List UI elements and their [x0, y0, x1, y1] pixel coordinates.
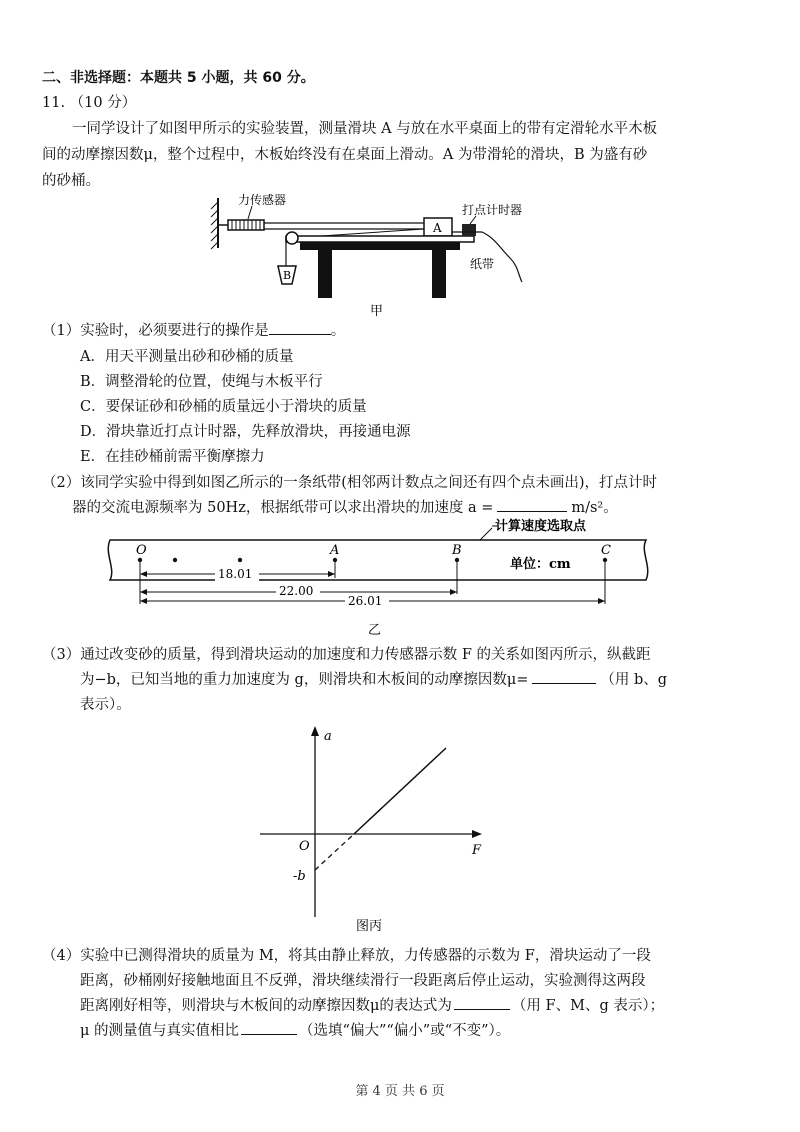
sensor-label: 力传感器: [238, 193, 287, 207]
label-b: B: [452, 543, 462, 558]
dim-oa: 18.01: [218, 567, 253, 581]
question-number: 11. （10 分）: [42, 95, 137, 111]
origin-label: O: [299, 839, 310, 854]
figure-jia-caption: 甲: [370, 304, 384, 318]
unit-label: 单位：cm: [510, 557, 571, 572]
answer-blank-2[interactable]: [497, 497, 567, 512]
option-a: A．用天平测量出砂和砂桶的质量: [80, 349, 294, 365]
apparatus-figure: [200, 188, 540, 318]
force-sensor: [228, 220, 264, 230]
x-axis-label: F: [472, 843, 482, 858]
part4-line-3: 距离刚好相等，则滑块与木板间的动摩擦因数μ的表达式为 （用 F、M、g 表示）；: [80, 995, 664, 1017]
spark-timer: [462, 224, 476, 236]
option-e: E．在挂砂桶前需平衡摩擦力: [80, 449, 265, 465]
graph-line: [354, 748, 446, 834]
tape-label: 纸带: [470, 257, 495, 271]
figure-yi-caption: 乙: [368, 623, 382, 638]
pulley: [286, 232, 298, 244]
dim-ob: 22.00: [279, 584, 314, 598]
part2-line-2: 器的交流电源频率为 50Hz，根据纸带可以求出滑块的加速度 a = m/s²。: [72, 497, 618, 519]
part3-line-2: 为−b，已知当地的重力加速度为 g，则滑块和木板间的动摩擦因数μ= （用 b、g: [80, 669, 667, 691]
option-d: D．滑块靠近打点计时器，先释放滑块，再接通电源: [80, 424, 411, 440]
answer-blank-1[interactable]: [269, 320, 331, 335]
label-a: A: [330, 543, 340, 558]
label-c: C: [601, 543, 611, 558]
section-title: 二、非选择题：本题共 5 小题，共 60 分。: [42, 70, 315, 86]
callout-label: 计算速度选取点: [495, 519, 587, 534]
answer-blank-4[interactable]: [454, 995, 510, 1010]
bucket-b-label: B: [283, 269, 292, 282]
point-o: [138, 558, 142, 562]
answer-blank-5[interactable]: [241, 1020, 297, 1035]
point-b: [455, 558, 459, 562]
page-footer: 第 4 页 共 6 页: [355, 1084, 445, 1099]
paper-tape-figure: [100, 512, 660, 642]
point-c: [603, 558, 607, 562]
block-a-label: A: [433, 221, 442, 235]
part4-line-2: 距离，砂桶刚好接触地面且不反弹，滑块继续滑行一段距离后停止运动，实验测得这两段: [80, 973, 646, 989]
part3-line-3: 表示）。: [80, 697, 131, 713]
point-a: [333, 558, 337, 562]
intro-line-2: 间的动摩擦因数μ，整个过程中，木板始终没有在桌面上滑动。A 为带滑轮的滑块，B 为盛有砂: [42, 147, 648, 163]
part3-line-1: （3）通过改变砂的质量，得到滑块运动的加速度和力传感器示数 F 的关系如图丙所示，纵截距: [42, 647, 651, 663]
intercept-label: -b: [293, 869, 306, 884]
part1-prompt: （1）实验时，必须要进行的操作是 。: [42, 320, 345, 342]
part4-line-4: μ 的测量值与真实值相比 （选填“偏大”“偏小”或“不变”）。: [80, 1020, 510, 1042]
option-b: B．调整滑轮的位置，使绳与木板平行: [80, 374, 323, 390]
part4-line-1: （4）实验中已测得滑块的质量为 M，将其由静止释放，力传感器的示数为 F，滑块运动了一段: [42, 948, 651, 964]
timer-label: 打点计时器: [462, 203, 523, 217]
a-f-graph: [250, 722, 500, 937]
part2-line-1: （2）该同学实验中得到如图乙所示的一条纸带(相邻两计数点之间还有四个点未画出)，打点计时: [42, 475, 658, 491]
label-o: O: [136, 543, 147, 558]
option-c: C．要保证砂和砂桶的质量远小于滑块的质量: [80, 399, 367, 415]
answer-blank-3[interactable]: [532, 669, 596, 684]
intro-line-1: 一同学设计了如图甲所示的实验装置，测量滑块 A 与放在水平桌面上的带有定滑轮水平木板: [72, 121, 658, 137]
dim-oc: 26.01: [348, 594, 383, 608]
y-axis-label: a: [324, 729, 332, 744]
figure-bing-caption: 图丙: [356, 919, 383, 934]
intro-line-3: 的砂桶。: [42, 173, 100, 189]
